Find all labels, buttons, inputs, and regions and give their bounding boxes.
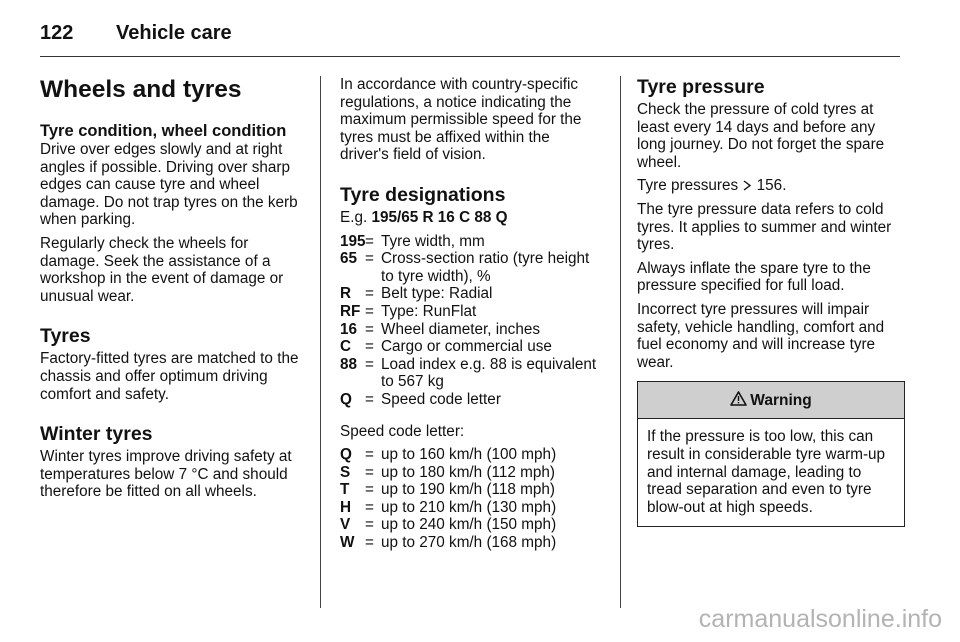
reference-text: Tyre pressures: [637, 177, 739, 195]
warning-triangle-icon: [730, 391, 750, 411]
designation-row: [340, 303, 602, 321]
speed-code-row-description: up to 270 km/h (168 mph): [381, 534, 557, 552]
speed-code-row-equals: =: [365, 498, 374, 516]
warning-title: Warning: [750, 391, 812, 409]
designation-row-equals: =: [365, 302, 374, 320]
designation-row-description: Wheel diameter, inches: [381, 320, 540, 338]
designation-row: [340, 338, 602, 356]
paragraph-tyres: Factory-fitted tyres are matched to the chassis and offer optimum driving comfort and safety.: [40, 350, 299, 403]
paragraph-pressure-reference: [637, 177, 905, 195]
speed-code-row-equals: =: [365, 534, 374, 552]
designation-row-equals: =: [365, 285, 374, 303]
designation-row-code: 16: [340, 320, 358, 338]
speed-code-row-equals: =: [365, 516, 374, 534]
designation-row-description: Cargo or commercial use: [381, 338, 552, 356]
designation-row-equals: =: [365, 390, 374, 408]
designation-row-description: Type: RunFlat: [381, 302, 477, 320]
designation-row-equals: =: [365, 320, 374, 338]
speed-code-row-description: up to 160 km/h (100 mph): [381, 446, 557, 464]
designation-row-code: R: [340, 285, 352, 303]
subheading-tyres: Tyres: [40, 325, 91, 348]
column-3: [637, 76, 905, 527]
subheading-tyre-designations: Tyre designations: [340, 183, 506, 206]
designation-row-code: 195: [340, 232, 366, 250]
designation-row-description: Speed code letter: [381, 390, 501, 408]
paragraph-spare-tyre: Always inflate the spare tyre to the pressure specified for full load.: [637, 259, 871, 295]
speed-code-row-code: H: [340, 498, 352, 516]
speed-code-row-code: S: [340, 463, 351, 481]
speed-code-row-equals: =: [365, 481, 374, 499]
speed-code-row: [340, 499, 602, 517]
speed-code-row: [340, 516, 602, 534]
warning-header: [638, 382, 904, 419]
header-rule: [40, 56, 900, 57]
paragraph-tyre-condition-2: Regularly check the wheels for damage. Seek the assistance of a workshop in the event of damage or unusual wear.: [40, 234, 284, 305]
designation-row: [340, 285, 602, 303]
subheading-tyre-pressure: Tyre pressure: [637, 76, 765, 98]
speed-code-label: Speed code letter:: [340, 422, 465, 440]
designation-list: [340, 233, 602, 409]
subheading-tyre-condition: Tyre condition, wheel condition: [40, 122, 287, 140]
designation-row-description: Cross-section ratio (tyre height to tyre width), %: [381, 250, 590, 285]
designation-row-code: Q: [340, 390, 352, 408]
speed-code-row-code: Q: [340, 446, 352, 464]
column-1: [40, 72, 306, 507]
speed-code-row-code: W: [340, 534, 355, 552]
designation-row-code: 88: [340, 355, 358, 373]
designation-row: [340, 233, 602, 251]
section-heading-wheels-and-tyres: Wheels and tyres: [40, 76, 242, 103]
paragraph-pressure-data: The tyre pressure data refers to cold tyres. It applies to summer and winter tyres.: [637, 200, 892, 254]
speed-code-row-equals: =: [365, 446, 374, 464]
designation-row: [340, 391, 602, 409]
speed-code-row-description: up to 190 km/h (118 mph): [381, 481, 556, 499]
paragraph-pressure-check: Check the pressure of cold tyres at least every 14 days and before any long journey. Do not forget the spare wheel.: [637, 101, 885, 171]
speed-code-list: [340, 446, 602, 552]
speed-code-row-code: V: [340, 516, 351, 534]
designation-row: [340, 356, 602, 391]
paragraph-speed-notice: In accordance with country-specific regulations, a notice indicating the maximum permissible speed for the tyres must be affixed within the driver's field of vision.: [340, 76, 582, 164]
designation-row-code: RF: [340, 302, 361, 320]
reference-page: 156.: [756, 177, 787, 195]
designation-row-equals: =: [365, 232, 374, 250]
speed-code-row-description: up to 180 km/h (112 mph): [381, 463, 556, 481]
warning-body: If the pressure is too low, this can result in considerable tyre warm-up and internal damage, leading to tread separation and even to tyre blow-out at high speeds.: [647, 428, 886, 516]
chapter-title: Vehicle care: [116, 22, 232, 44]
speed-code-row-code: T: [340, 481, 350, 499]
designation-row-code: C: [340, 338, 352, 356]
speed-code-row: [340, 534, 602, 552]
designation-row-equals: =: [365, 250, 374, 268]
designation-row: [340, 250, 602, 285]
speed-code-row-equals: =: [365, 463, 374, 481]
designation-row-equals: =: [365, 355, 374, 373]
speed-code-row-description: up to 240 km/h (150 mph): [381, 516, 557, 534]
designation-example: [340, 209, 602, 227]
example-prefix: E.g.: [340, 208, 368, 226]
designation-row: [340, 321, 602, 339]
designation-row-description: Belt type: Radial: [381, 285, 493, 303]
column-divider: [320, 76, 321, 608]
page-header: [40, 18, 900, 48]
designation-row-description: Tyre width, mm: [381, 232, 485, 250]
warning-box: [637, 381, 905, 527]
speed-code-row-description: up to 210 km/h (130 mph): [381, 498, 557, 516]
speed-code-row: [340, 446, 602, 464]
page-reference-arrow-icon: [742, 177, 752, 194]
designation-row-equals: =: [365, 338, 374, 356]
subheading-winter-tyres: Winter tyres: [40, 423, 153, 446]
column-2: [340, 76, 602, 566]
paragraph-incorrect-pressure: Incorrect tyre pressures will impair safety, vehicle handling, comfort and fuel economy and will increase tyre wear.: [637, 300, 885, 371]
paragraph-tyre-condition-1: Drive over edges slowly and at right angles if possible. Driving over sharp edges can cause tyre and wheel damage. Do not trap tyres on the kerb when parking.: [40, 141, 298, 229]
speed-code-row: [340, 464, 602, 482]
designation-row-description: Load index e.g. 88 is equivalent to 567 kg: [381, 355, 597, 391]
designation-row-code: 65: [340, 250, 358, 268]
paragraph-winter-tyres: Winter tyres improve driving safety at temperatures below 7 °C and should therefore be fitted on all wheels.: [40, 448, 292, 501]
watermark: carmanualsonline.info: [698, 605, 942, 633]
example-code: 195/65 R 16 C 88 Q: [371, 208, 508, 226]
column-divider: [620, 76, 621, 608]
speed-code-row: [340, 481, 602, 499]
page-number: 122: [40, 22, 74, 44]
